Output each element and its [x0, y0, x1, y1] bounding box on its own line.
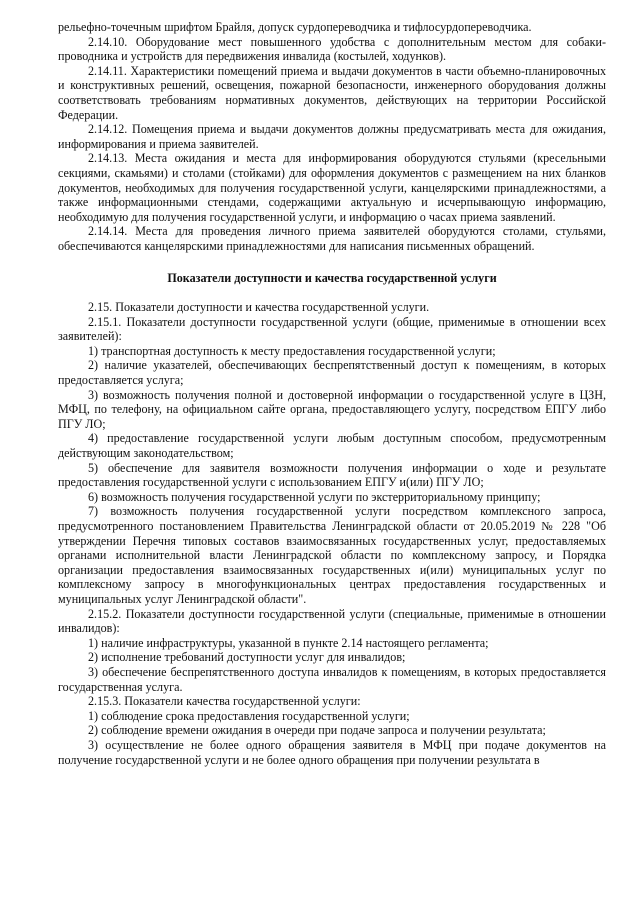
section-heading: Показатели доступности и качества государственной услуги [167, 270, 497, 285]
list-item-general-3: 3) возможность получения полной и достоверной информации о государственной услуге в ЦЗН, МФЦ, по телефону, на официальном сайте органа, предоставляющего услугу, посредством ЕПГУ либо ПГУ ЛО; [58, 387, 606, 431]
paragraph-2-15-2: 2.15.2. Показатели доступности государственной услуги (специальные, применимые в отношении инвалидов): [58, 606, 606, 636]
list-item-general-4: 4) предоставление государственной услуги любым доступным способом, предусмотренным действующим законодательством; [58, 431, 606, 461]
list-item-special-1: 1) наличие инфраструктуры, указанной в пункте 2.14 настоящего регламента; [88, 635, 489, 650]
list-item-quality-3: 3) осуществление не более одного обращения заявителя в МФЦ при подаче документов на получение государственной услуги и не более одного обращения при получении результата в [58, 737, 606, 767]
list-item-general-1: 1) транспортная доступность к месту предоставления государственной услуги; [88, 343, 496, 358]
paragraph-2-14-11: 2.14.11. Характеристики помещений приема и выдачи документов в части объемно-планировочных и конструктивных решений, освещения, пожарной безопасности, инженерного оборудования должны соответствовать требованиям нормативных документов, действующих на территории Российской Федерации. [58, 63, 606, 122]
list-item-general-5: 5) обеспечение для заявителя возможности получения информации о ходе и результате предоставления государственной услуги с использованием ЕПГУ и(или) ПГУ ЛО; [58, 460, 606, 490]
list-item-quality-1: 1) соблюдение срока предоставления государственной услуги; [88, 708, 410, 723]
list-item-quality-2: 2) соблюдение времени ожидания в очереди при подаче запроса и получении результата; [88, 723, 546, 738]
paragraph-2-14-10: 2.14.10. Оборудование мест повышенного удобства с дополнительным местом для собаки-проводника и устройств для передвижения инвалида (костылей, ходунков). [58, 34, 606, 64]
list-item-general-7: 7) возможность получения государственной услуги посредством комплексного запроса, предусмотренного постановлением Правительства Ленинградской области от 20.05.2019 № 228 "Об утверждении Перечня типовых составов взаимосвязанных государственных услуг, предоставляемых органами исполнительной власти Ленинградской области по комплексному запросу, и Порядка организации предоставления взаимосвязанных государственных и(или) муниципальных услуг по комплексному запросу в многофункциональных центрах предоставления государственных и муниципальных услуг Ленинградской области". [58, 504, 606, 606]
list-item-general-2: 2) наличие указателей, обеспечивающих беспрепятственный доступ к помещениям, в которых предоставляется услуга; [58, 358, 606, 388]
list-item-general-6: 6) возможность получения государственной услуги по экстерриториальному принципу; [88, 489, 541, 504]
paragraph-2-14-14: 2.14.14. Места для проведения личного приема заявителей оборудуются столами, стульями, обеспечиваются канцелярскими принадлежностями для написания письменных обращений. [58, 224, 606, 253]
paragraph-2-15-3: 2.15.3. Показатели качества государственной услуги: [88, 694, 361, 709]
list-item-special-2: 2) исполнение требований доступности услуг для инвалидов; [88, 650, 406, 665]
paragraph-2-14-12: 2.14.12. Помещения приема и выдачи документов должны предусматривать места для ожидания, информирования и приема заявителей. [58, 122, 606, 151]
paragraph-2-15: 2.15. Показатели доступности и качества государственной услуги. [88, 300, 430, 315]
paragraph-braille: рельефно-точечным шрифтом Брайля, допуск сурдопереводчика и тифлосурдопереводчика. [58, 20, 532, 34]
list-item-special-3: 3) обеспечение беспрепятственного доступа инвалидов к помещениям, в которых предоставляется государственная услуга. [58, 664, 606, 694]
paragraph-2-14-13: 2.14.13. Места ожидания и места для информирования оборудуются стульями (кресельными секциями, скамьями) и столами (стойками) для оформления документов с размещением на них бланков документов, необходимых для получения государственной услуги, канцелярскими принадлежностями, а также информационными стендами, содержащими актуальную и исчерпывающую информацию, необходимую для получения государственной услуги, и информацию о часах приема заявлений. [58, 151, 606, 224]
paragraph-2-15-1: 2.15.1. Показатели доступности государственной услуги (общие, применимые в отношении всех заявителей): [58, 314, 606, 344]
